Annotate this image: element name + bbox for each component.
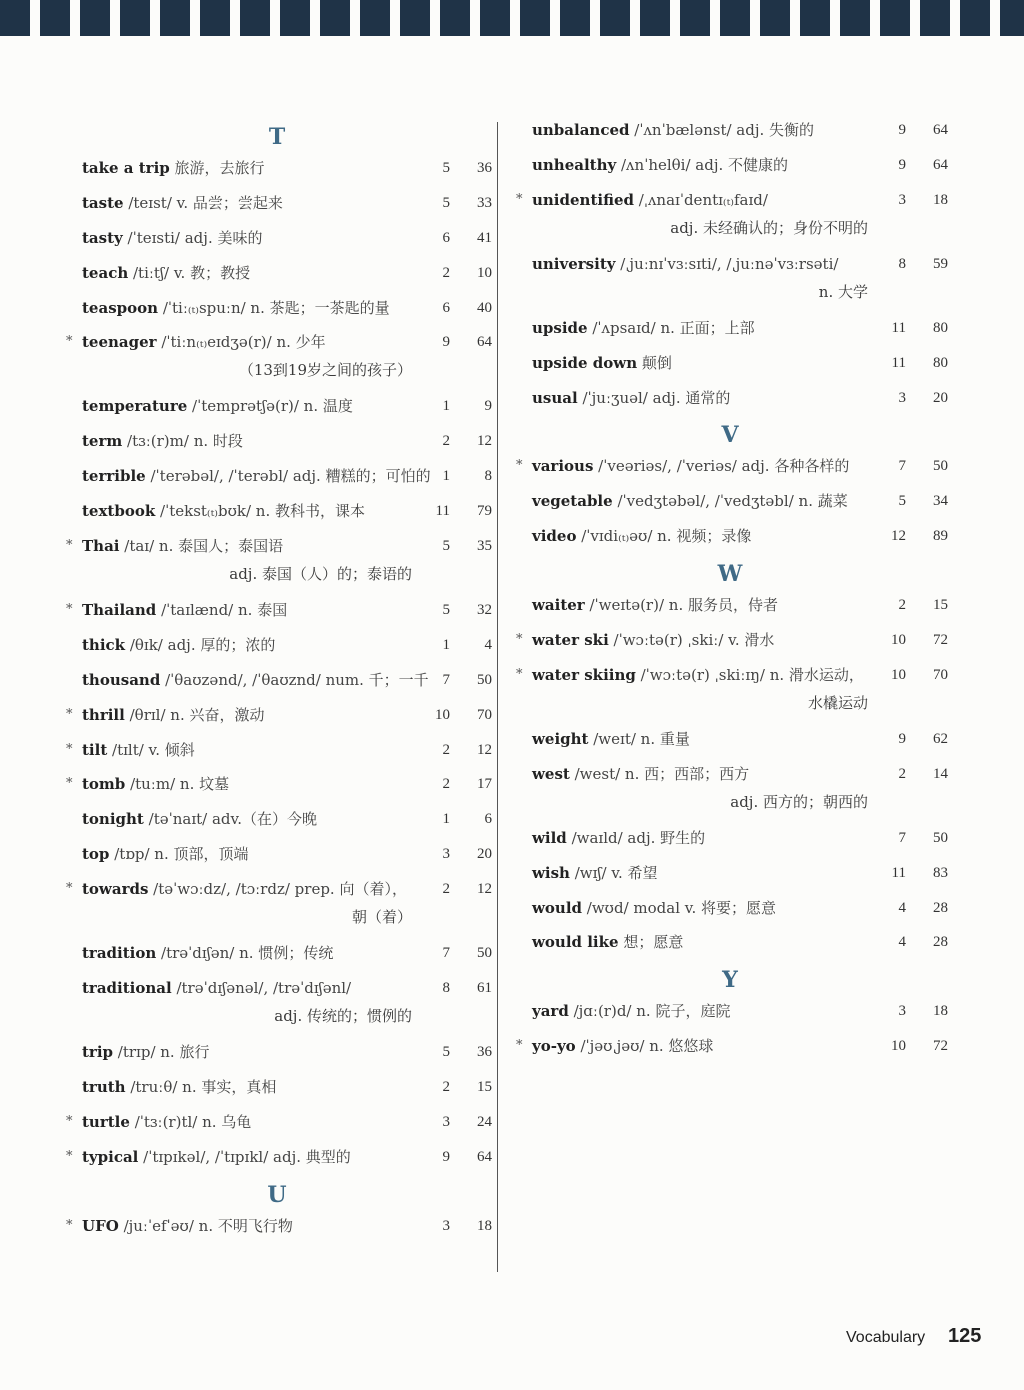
entry-definition: /ˈwɔːtə(r) ˌskiːɪŋ/ n. 滑水运动， [635,665,864,684]
vocabulary-entry [512,863,948,883]
vocabulary-entry [62,1216,492,1236]
entry-word: unbalanced [532,121,630,139]
entry-page: 9 [484,398,492,415]
vocabulary-entry [512,190,948,238]
vocabulary-entry [62,1112,492,1132]
entry-word: waiter [532,596,585,615]
entry-word: textbook [82,502,156,521]
entry-page: 80 [933,354,948,371]
entry-page: 32 [477,602,492,619]
entry-definition: /ˈterəbəl/, /ˈterəbl/ adj. 糟糕的；可怕的 [145,467,431,486]
entry-star-marker: * [516,191,523,207]
entry-page: 20 [477,846,492,863]
entry-unit: 2 [442,741,450,758]
entry-word: thousand [82,670,161,689]
entry-definition: /ˈʌpsaɪd/ n. 正面；上部 [587,318,755,337]
vocabulary-entry [62,466,492,486]
entry-star-marker: * [66,741,73,757]
entry-definition: /ˈteɪsti/ adj. 美味的 [122,228,263,247]
entry-word: turtle [82,1112,130,1131]
entry-word: unhealthy [532,155,617,174]
entry-definition: /ˈtɜː(r)tl/ n. 乌龟 [129,1112,252,1131]
entry-unit: 1 [442,811,450,828]
entry-page: 15 [933,597,948,614]
entry-word: towards [82,880,149,899]
page-number: 125 [948,1325,982,1347]
entry-definition: /ˈveəriəs/, /ˈveriəs/ adj. 各种各样的 [593,457,850,476]
entry-unit: 7 [898,458,906,475]
entry-unit: 1 [442,636,450,653]
entry-word: thrill [82,705,125,724]
entry-definition: /trəˈdɪʃənəl/, /trəˈdɪʃənl/ [171,979,352,998]
entry-unit: 10 [435,706,450,723]
entry-definition: /ˈjuːʒuəl/ adj. 通常的 [577,388,731,407]
entry-page: 6 [484,811,492,828]
vocabulary-entry [62,879,492,927]
entry-star-marker: * [516,1038,523,1054]
entry-page: 14 [933,765,948,782]
entry-unit: 8 [442,980,450,997]
vocabulary-entry [62,1042,492,1062]
entry-word: tasty [82,228,123,247]
entry-definition: /ˈweɪtə(r)/ n. 服务员，侍者 [584,596,778,615]
entry-page: 17 [477,776,492,793]
entry-definition: /trɪp/ n. 旅行 [113,1043,210,1062]
entry-word: truth [82,1077,126,1096]
entry-definition: /ˈtekst₍ₜ₎bʊk/ n. 教科书，课本 [155,502,365,521]
entry-page: 79 [477,503,492,520]
entry-page: 28 [933,934,948,951]
entry-definition: /wʊd/ modal v. 将要；愿意 [582,898,776,917]
section-letter-heading: T [268,124,286,150]
vocabulary-entry [512,1001,948,1021]
entry-definition: /trəˈdɪʃən/ n. 惯例；传统 [156,944,334,963]
entry-star-marker: * [66,706,73,722]
vocabulary-entry [62,705,492,725]
vocabulary-entry [62,774,492,794]
entry-page: 50 [933,829,948,846]
entry-word: video [532,527,577,546]
entry-page: 8 [484,468,492,485]
entry-star-marker: * [66,776,73,792]
entry-unit: 11 [891,864,906,881]
entry-definition: /ˌjuːnɪˈvɜːsɪti/, /ˌjuːnəˈvɜːrsəti/ [615,254,839,273]
entry-definition-continued: adj. 泰国（人）的；泰语的 [229,565,412,584]
entry-word: water skiing [532,665,636,684]
vocabulary-entry [62,396,492,416]
footer-label: Vocabulary [846,1329,926,1346]
entry-definition: /təˈnaɪt/ adv.（在）今晚 [143,810,317,829]
entry-unit: 10 [891,666,906,683]
entry-unit: 12 [891,528,906,545]
entry-unit: 7 [898,829,906,846]
entry-page: 18 [477,1217,492,1234]
entry-definition: /taɪ/ n. 泰国人；泰国语 [119,537,284,556]
entry-word: weight [532,729,589,748]
entry-word: Thailand [82,601,157,620]
entry-word: tomb [82,775,126,794]
entry-page: 34 [933,493,948,510]
entry-unit: 3 [898,191,906,208]
entry-page: 12 [477,433,492,450]
entry-definition: /jɑː(r)d/ n. 院子，庭院 [568,1002,731,1021]
entry-page: 64 [933,122,948,138]
entry-definition: 颠倒 [637,353,672,372]
vocabulary-entry [62,978,492,1026]
entry-page: 70 [933,666,948,683]
section-letter-heading: W [717,561,743,588]
vocabulary-entry [62,635,492,655]
entry-word: tonight [82,810,144,829]
entry-word: would [532,898,583,917]
vocabulary-entry [512,764,948,812]
entry-unit: 3 [442,1113,450,1130]
entry-word: tradition [82,944,157,963]
vocabulary-entry [62,298,492,318]
entry-definition-continued: adj. 未经确认的；身份不明的 [670,218,868,237]
vocabulary-entry [512,1036,948,1056]
entry-unit: 9 [898,730,906,747]
entry-word: trip [82,1043,114,1062]
entry-unit: 2 [898,765,906,782]
entry-page: 35 [477,538,492,555]
entry-definition: /ˈtɪpɪkəl/, /ˈtɪpɪkl/ adj. 典型的 [138,1147,351,1166]
entry-unit: 4 [898,899,906,916]
entry-page: 18 [933,191,948,208]
entry-definition-continued: adj. 西方的；朝西的 [730,792,868,811]
entry-word: teaspoon [82,298,159,317]
entry-word: would like [532,933,619,952]
entry-definition-continued: n. 大学 [818,282,868,301]
entry-star-marker: * [66,881,73,897]
entry-definition: /tɒp/ n. 顶部，顶端 [109,845,249,864]
vocabulary-entry [62,193,492,213]
vocabulary-entry [512,254,948,302]
entry-definition: /ˈθaʊzənd/, /ˈθaʊznd/ num. 千；一千 [160,670,429,689]
entry-word: tilt [82,740,108,759]
vocabulary-entry [512,630,948,650]
entry-page: 83 [933,864,948,881]
entry-star-marker: * [66,538,73,554]
vocabulary-entry [62,228,492,248]
entry-page: 64 [477,334,492,351]
vocabulary-entry [512,456,948,476]
entry-unit: 5 [898,493,906,510]
section-letter-heading: U [267,1181,287,1208]
vocabulary-entry [512,526,948,546]
vocabulary-entry [512,932,948,952]
vocabulary-entry [512,353,948,373]
entry-definition: /ˈvɪdi₍ₜ₎əʊ/ n. 视频；录像 [576,527,752,546]
entry-page: 12 [477,741,492,758]
entry-word: term [82,432,123,451]
entry-unit: 3 [898,1003,906,1020]
vocabulary-entry [512,155,948,175]
entry-definition: 想；愿意 [618,933,684,952]
entry-star-marker: * [66,1148,73,1164]
entry-page: 80 [933,319,948,336]
vocabulary-entry [512,120,948,140]
entry-unit: 1 [442,398,450,415]
entry-page: 61 [477,980,492,997]
entry-page: 20 [933,389,948,406]
entry-word: university [532,254,616,273]
entry-definition: /tɜː(r)m/ n. 时段 [122,432,243,451]
entry-unit: 5 [442,1044,450,1061]
top-decorative-bar [0,0,1024,36]
entry-definition: /tɪlt/ v. 倾斜 [107,740,195,759]
entry-definition: /ʌnˈhelθi/ adj. 不健康的 [616,155,789,174]
entry-unit: 3 [898,389,906,406]
entry-page: 24 [477,1113,492,1130]
entry-unit: 5 [442,602,450,619]
entry-word: UFO [82,1216,119,1235]
entry-unit: 7 [442,945,450,962]
entry-unit: 6 [442,229,450,246]
entry-page: 10 [477,264,492,281]
entry-unit: 2 [442,1078,450,1095]
vocabulary-entry [62,844,492,864]
entry-word: yard [532,1002,569,1021]
entry-unit: 10 [891,1038,906,1055]
entry-page: 41 [477,229,492,246]
entry-unit: 5 [442,160,450,176]
entry-word: terrible [82,467,146,486]
entry-page: 18 [933,1003,948,1020]
entry-star-marker: * [516,632,523,648]
vocabulary-entry [512,318,948,338]
entry-definition: /təˈwɔːdz/, /tɔːrdz/ prep. 向（着）， [148,880,407,899]
entry-unit: 11 [435,503,450,520]
vocabulary-entry [512,828,948,848]
entry-word: upside [532,318,588,337]
section-letter-heading: V [721,422,739,449]
entry-definition: /ˈʌnˈbælənst/ adj. 失衡的 [629,121,815,139]
entry-definition: /ˈtaɪlænd/ n. 泰国 [156,601,288,620]
entry-word: take a trip [82,159,170,177]
entry-definition-continued: 水橇运动 [807,693,868,712]
vocabulary-entry [62,943,492,963]
entry-word: teach [82,263,129,282]
entry-word: thick [82,635,126,654]
column-divider [497,122,498,1272]
entry-word: usual [532,388,578,407]
vocabulary-entry [62,501,492,521]
vocabulary-entry [512,898,948,918]
entry-unit: 9 [442,334,450,351]
entry-star-marker: * [66,1113,73,1129]
entry-definition: /θrɪl/ n. 兴奋，激动 [124,705,265,724]
entry-unit: 2 [442,433,450,450]
entry-unit: 10 [891,632,906,649]
vocabulary-entry [62,431,492,451]
entry-page: 64 [933,156,948,173]
entry-word: top [82,845,110,864]
vocabulary-entry [62,158,492,178]
entry-word: teenager [82,333,157,352]
entry-definition-continued: （13到19岁之间的孩子） [238,361,412,380]
entry-page: 70 [477,706,492,723]
vocabulary-entry [512,491,948,511]
vocabulary-entry [512,665,948,713]
entry-unit: 3 [442,1217,450,1234]
vocabulary-entry [62,536,492,584]
entry-definition: /truːθ/ n. 事实，真相 [125,1077,277,1096]
entry-definition: /west/ n. 西；西部；西方 [569,764,750,783]
entry-star-marker: * [516,666,523,682]
entry-star-marker: * [66,334,73,350]
entry-page: 64 [477,1148,492,1165]
entry-page: 59 [933,255,948,272]
entry-page: 62 [933,730,948,747]
entry-definition-continued: 朝（着） [351,908,412,927]
entry-definition: /tuːm/ n. 坟墓 [125,775,230,794]
entry-star-marker: * [66,1217,73,1233]
entry-unit: 11 [891,319,906,336]
entry-definition: /teɪst/ v. 品尝；尝起来 [123,193,283,212]
entry-unit: 1 [442,468,450,485]
entry-word: temperature [82,397,188,416]
entry-page: 36 [477,1044,492,1061]
entry-unit: 7 [442,671,450,688]
entry-word: vegetable [532,492,613,511]
entry-word: unidentified [532,190,635,209]
entry-word: wild [532,828,567,847]
entry-definition: /juːˈefˈəʊ/ n. 不明飞行物 [118,1216,293,1235]
vocabulary-entry [62,332,492,380]
entry-page: 72 [933,632,948,649]
entry-page: 89 [933,528,948,545]
entry-definition: /weɪt/ n. 重量 [588,729,690,748]
entry-word: west [532,764,570,783]
entry-unit: 5 [442,194,450,211]
entry-definition: /tiːtʃ/ v. 教；教授 [128,263,251,282]
entry-word: traditional [82,979,172,998]
entry-page: 72 [933,1038,948,1055]
entry-unit: 8 [898,255,906,272]
entry-unit: 2 [898,597,906,614]
section-letter-heading: Y [722,967,738,994]
entry-unit: 5 [442,538,450,555]
vocabulary-entry [512,595,948,615]
entry-definition: /ˈtemprətʃə(r)/ n. 温度 [187,397,353,416]
vocabulary-entry [62,1077,492,1097]
entry-unit: 6 [442,299,450,316]
vocabulary-entry [62,740,492,760]
entry-page: 15 [477,1078,492,1095]
entry-word: taste [82,193,124,212]
entry-word: wish [532,863,570,882]
entry-word: water ski [532,631,609,650]
entry-word: various [532,457,594,476]
entry-page: 50 [933,458,948,475]
vocabulary-entry [62,263,492,283]
entry-page: 50 [477,945,492,962]
entry-definition: /wɪʃ/ v. 希望 [569,863,658,882]
entry-definition-continued: adj. 传统的；惯例的 [274,1007,412,1026]
entry-definition: /waɪld/ adj. 野生的 [566,828,706,847]
entry-word: yo-yo [532,1037,576,1056]
entry-definition: /ˈtiːn₍ₜ₎eɪdʒə(r)/ n. 少年 [156,333,326,352]
entry-word: upside down [532,353,638,372]
entry-definition: /ˌʌnaɪˈdentɪ₍ₜ₎faɪd/ [634,190,768,209]
entry-word: typical [82,1147,139,1166]
entry-unit: 9 [898,122,906,138]
entry-word: Thai [82,537,120,556]
entry-page: 4 [484,636,492,653]
vocabulary-column-right [512,120,948,1071]
vocabulary-entry [512,388,948,408]
vocabulary-column-left [62,124,492,1250]
vocabulary-entry [62,670,492,690]
entry-page: 12 [477,881,492,898]
entry-star-marker: * [66,602,73,618]
vocabulary-entry [62,600,492,620]
entry-unit: 11 [891,354,906,371]
entry-definition: /ˈtiː₍ₜ₎spuːn/ n. 茶匙；一茶匙的量 [158,298,390,317]
entry-definition: /ˈvedʒtəbəl/, /ˈvedʒtəbl/ n. 蔬菜 [612,492,848,511]
entry-page: 50 [477,671,492,688]
entry-page: 28 [933,899,948,916]
entry-definition: 旅游，去旅行 [169,159,265,177]
entry-unit: 9 [442,1148,450,1165]
entry-page: 33 [477,194,492,211]
entry-page: 36 [477,160,492,176]
entry-unit: 4 [898,934,906,951]
entry-definition: /θɪk/ adj. 厚的；浓的 [125,635,276,654]
entry-unit: 2 [442,776,450,793]
vocabulary-entry [62,809,492,829]
entry-page: 40 [477,299,492,316]
entry-unit: 2 [442,264,450,281]
entry-star-marker: * [516,458,523,474]
entry-definition: /ˈjəʊˌjəʊ/ n. 悠悠球 [575,1037,714,1056]
vocabulary-entry [512,729,948,749]
entry-unit: 9 [898,156,906,173]
entry-definition: /ˈwɔːtə(r) ˌskiː/ v. 滑水 [608,631,775,650]
entry-unit: 3 [442,846,450,863]
vocabulary-entry [62,1147,492,1167]
entry-unit: 2 [442,881,450,898]
